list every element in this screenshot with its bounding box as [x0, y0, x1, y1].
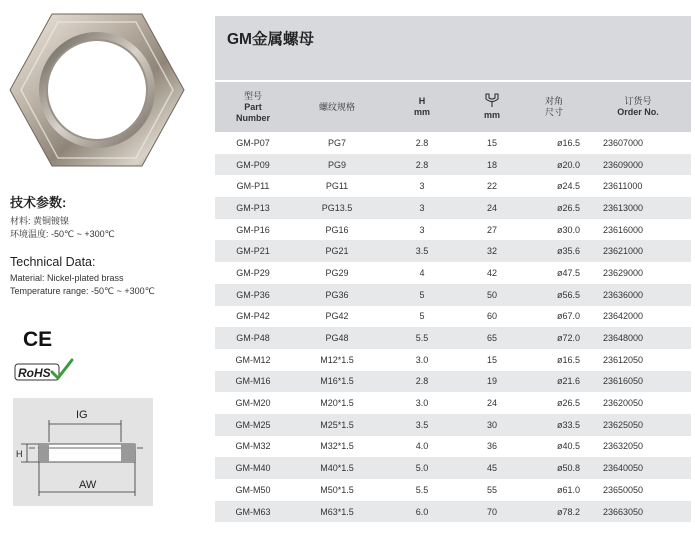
wrench-icon	[484, 93, 500, 107]
certification-marks	[14, 322, 94, 392]
cell-order: 23611000	[603, 181, 643, 192]
cell-part: GM-M12	[235, 354, 271, 365]
cell-order: 23650050	[603, 484, 644, 495]
cell-thread: PG7	[327, 137, 346, 148]
cell-h: 3	[419, 224, 425, 235]
technical-data	[10, 192, 210, 298]
page-title: GM金属螺母	[227, 31, 314, 48]
table-row	[215, 197, 691, 219]
cell-thread: M50*1.5	[320, 484, 354, 495]
table-row	[215, 371, 691, 393]
cell-h: 3.0	[415, 354, 429, 365]
cell-order: 23607000	[603, 137, 644, 148]
material-en: Material: Nickel-plated brass	[10, 273, 124, 283]
cell-part: GM-P13	[236, 202, 270, 213]
cell-h: 3.0	[415, 398, 429, 409]
header-part-number	[215, 82, 291, 132]
cell-order: 23613000	[603, 202, 644, 213]
cell-thread: PG36	[325, 289, 349, 300]
cell-diagonal: ø35.6	[557, 246, 581, 257]
temperature-cn: 环境温度: -50℃ ~ +300℃	[10, 229, 115, 239]
dimension-label-aw: AW	[79, 479, 97, 491]
cell-order: 23632050	[603, 441, 644, 452]
cell-diagonal: ø26.5	[557, 202, 581, 213]
cell-order: 23625050	[603, 419, 644, 430]
cell-wrench: 15	[486, 354, 497, 365]
cell-order: 23642000	[603, 311, 644, 322]
table-row	[215, 501, 691, 523]
dimension-label-ig: IG	[76, 409, 88, 421]
cell-diagonal: ø40.5	[557, 441, 581, 452]
rohs-mark	[15, 360, 72, 380]
table-row	[215, 349, 691, 371]
cell-part: GM-P16	[236, 224, 270, 235]
cell-thread: M20*1.5	[320, 398, 354, 409]
table-row	[215, 132, 691, 154]
table-row	[215, 154, 691, 176]
cell-wrench: 24	[486, 202, 497, 213]
cell-h: 5	[419, 311, 425, 322]
cell-wrench: 70	[486, 506, 497, 517]
header-diagonal	[523, 82, 585, 132]
cell-part: GM-P21	[236, 246, 270, 257]
cell-thread: M12*1.5	[320, 354, 354, 365]
header-part-en2: Number	[235, 112, 270, 123]
product-table	[215, 82, 691, 522]
cell-h: 5.5	[415, 333, 429, 344]
cell-diagonal: ø21.6	[557, 376, 581, 387]
cell-h: 4	[419, 267, 425, 278]
cell-wrench: 30	[486, 419, 497, 430]
header-diag-cn2: 尺寸	[544, 107, 563, 117]
cell-part: GM-P09	[236, 159, 270, 170]
header-height	[383, 82, 461, 132]
cell-h: 3	[419, 181, 425, 192]
spec-heading-en: Technical Data:	[10, 255, 96, 269]
cell-wrench: 65	[486, 333, 497, 344]
cell-part: GM-M20	[235, 398, 271, 409]
cell-thread: PG48	[325, 333, 349, 344]
cell-wrench: 60	[486, 311, 497, 322]
cell-part: GM-M50	[235, 484, 271, 495]
cell-h: 2.8	[415, 159, 429, 170]
cell-order: 23616050	[603, 376, 644, 387]
table-row	[215, 219, 691, 241]
cell-order: 23612050	[603, 354, 644, 365]
cell-part: GM-P48	[236, 333, 270, 344]
cell-thread: PG42	[325, 311, 349, 322]
header-wrench-size	[461, 82, 523, 132]
cell-diagonal: ø16.5	[557, 137, 581, 148]
table-row	[215, 284, 691, 306]
cell-thread: M32*1.5	[320, 441, 354, 452]
cell-part: GM-M63	[235, 506, 271, 517]
cell-h: 6.0	[415, 506, 429, 517]
table-row	[215, 327, 691, 349]
table-row	[215, 436, 691, 458]
cell-thread: M16*1.5	[320, 376, 354, 387]
cell-part: GM-M16	[235, 376, 271, 387]
title-bar	[215, 16, 691, 80]
table-row	[215, 479, 691, 501]
cell-h: 3	[419, 202, 425, 213]
cell-order: 23663050	[603, 506, 644, 517]
cell-h: 3.5	[415, 419, 429, 430]
cell-thread: PG21	[325, 246, 349, 257]
cell-diagonal: ø20.0	[557, 159, 581, 170]
header-h: H	[418, 96, 426, 106]
table-row	[215, 414, 691, 436]
table-row	[215, 392, 691, 414]
cell-wrench: 19	[486, 376, 497, 387]
header-diag-cn1: 对角	[544, 96, 563, 106]
header-order-en: Order No.	[617, 107, 659, 117]
cell-thread: PG16	[325, 224, 349, 235]
cell-h: 5.5	[415, 484, 429, 495]
cell-wrench: 45	[486, 463, 497, 474]
cell-h: 4.0	[415, 441, 429, 452]
header-order-cn: 订货号	[624, 96, 652, 106]
cell-thread: M25*1.5	[320, 419, 354, 430]
cell-order: 23629000	[603, 267, 644, 278]
cell-diagonal: ø50.8	[557, 463, 581, 474]
header-thread	[291, 82, 383, 132]
cell-diagonal: ø24.5	[557, 181, 581, 192]
cell-part: GM-P11	[236, 181, 270, 192]
table-row	[215, 240, 691, 262]
table-row	[215, 175, 691, 197]
cell-order: 23621000	[603, 246, 644, 257]
cell-diagonal: ø47.5	[557, 267, 581, 278]
cell-order: 23620050	[603, 398, 644, 409]
cell-part: GM-P07	[236, 137, 270, 148]
cell-wrench: 55	[486, 484, 497, 495]
cell-order: 23609000	[603, 159, 644, 170]
header-wrench-unit: mm	[483, 110, 500, 120]
cell-wrench: 27	[486, 224, 497, 235]
cell-wrench: 15	[486, 137, 497, 148]
cell-part: GM-P29	[236, 267, 270, 278]
ce-mark: CE	[23, 328, 53, 351]
cell-wrench: 22	[486, 181, 497, 192]
cell-wrench: 42	[486, 267, 497, 278]
cell-h: 3.5	[415, 246, 429, 257]
cell-h: 2.8	[415, 137, 429, 148]
header-part-cn: 型号	[243, 90, 262, 101]
cell-diagonal: ø67.0	[557, 311, 581, 322]
cell-thread: PG29	[325, 267, 349, 278]
cell-thread: M40*1.5	[320, 463, 354, 474]
cell-part: GM-P42	[236, 311, 270, 322]
cell-order: 23648000	[603, 333, 644, 344]
rohs-label: RoHS	[18, 366, 51, 380]
material-cn: 材料: 黄铜镀镍	[10, 216, 70, 226]
cell-wrench: 24	[486, 398, 497, 409]
cell-diagonal: ø56.5	[557, 289, 581, 300]
cell-diagonal: ø30.0	[557, 224, 581, 235]
cell-part: GM-P36	[236, 289, 270, 300]
cell-diagonal: ø33.5	[557, 419, 581, 430]
cell-diagonal: ø61.0	[557, 484, 581, 495]
cell-wrench: 18	[486, 159, 497, 170]
table-header-row	[215, 82, 691, 132]
cell-order: 23640050	[603, 463, 644, 474]
dimension-label-h: H	[16, 449, 23, 459]
cell-wrench: 32	[486, 246, 497, 257]
cell-h: 2.8	[415, 376, 429, 387]
dimension-drawing	[13, 398, 153, 506]
cell-wrench: 36	[486, 441, 497, 452]
header-order-number	[585, 82, 691, 132]
cell-order: 23636000	[603, 289, 644, 300]
spec-heading-cn: 技术参数:	[10, 195, 67, 210]
cell-h: 5.0	[415, 463, 429, 474]
cell-part: GM-M40	[235, 463, 271, 474]
cell-diagonal: ø72.0	[557, 333, 581, 344]
cell-diagonal: ø78.2	[557, 506, 581, 517]
cell-part: GM-M25	[235, 419, 271, 430]
cell-thread: PG9	[327, 159, 346, 170]
cell-h: 5	[419, 289, 425, 300]
checkmark-icon	[52, 360, 72, 378]
cell-part: GM-M32	[235, 441, 271, 452]
header-part-en1: Part	[244, 101, 262, 112]
table-row	[215, 457, 691, 479]
cell-thread: PG13.5	[321, 202, 353, 213]
temperature-en: Temperature range: -50℃ ~ +300℃	[10, 286, 155, 296]
header-h-unit: mm	[413, 107, 430, 117]
cell-thread: PG11	[325, 181, 349, 192]
cell-thread: M63*1.5	[320, 506, 354, 517]
hex-nut-photo	[8, 6, 186, 174]
table-row	[215, 262, 691, 284]
cell-diagonal: ø16.5	[557, 354, 581, 365]
header-thread-cn: 螺纹规格	[318, 101, 355, 112]
cell-order: 23616000	[603, 224, 644, 235]
table-row	[215, 306, 691, 328]
cell-wrench: 50	[486, 289, 497, 300]
cell-diagonal: ø26.5	[557, 398, 581, 409]
